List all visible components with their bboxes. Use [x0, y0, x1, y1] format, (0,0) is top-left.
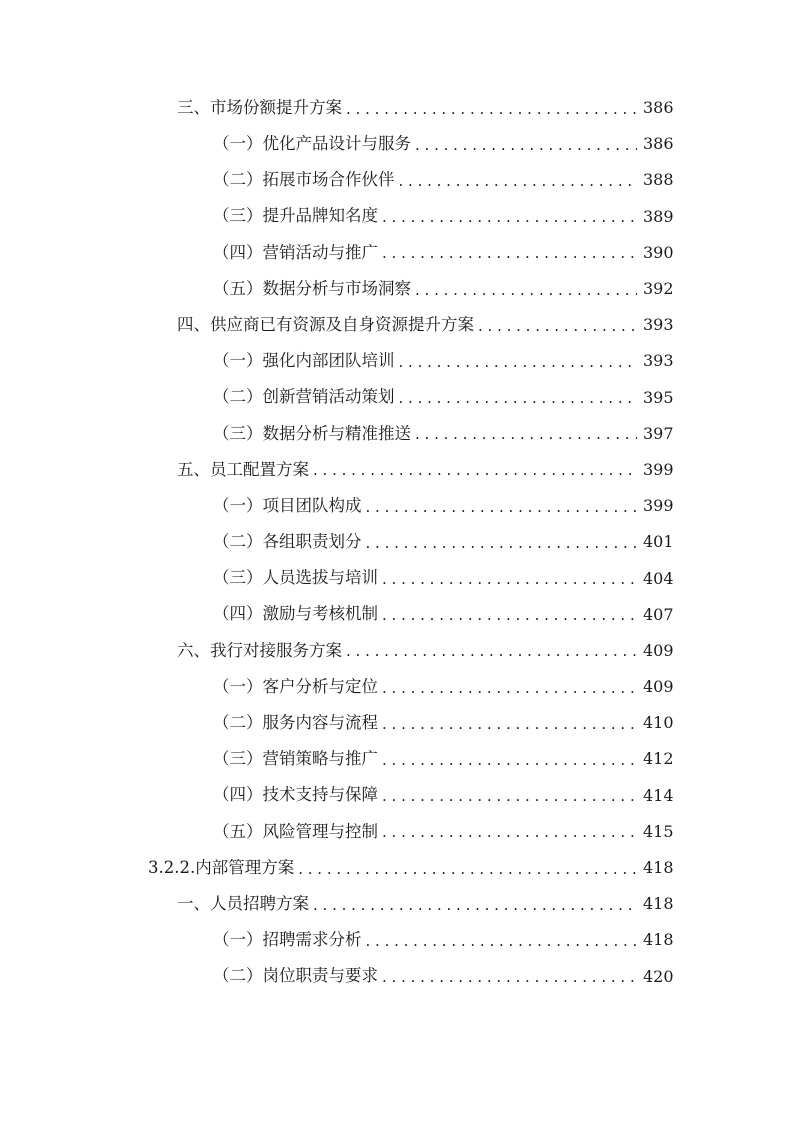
toc-entry-title: （一）招聘需求分析	[213, 930, 362, 950]
dot-leader	[415, 281, 637, 298]
toc-entry-page-number: 418	[643, 930, 674, 950]
dot-leader	[382, 823, 637, 840]
toc-entry-page-number: 404	[643, 568, 674, 588]
toc-entry-page-number: 420	[643, 966, 674, 986]
toc-entry-page-number: 388	[643, 170, 674, 190]
toc-entry-title: （二）岗位职责与要求	[213, 966, 378, 986]
toc-entry-page-number: 399	[643, 496, 674, 516]
dot-leader	[399, 172, 638, 189]
toc-entry[interactable]	[0, 597, 793, 633]
toc-entry-page-number: 386	[643, 98, 674, 118]
dot-leader	[382, 787, 637, 804]
toc-entry[interactable]	[0, 343, 793, 379]
toc-entry-title: （一）客户分析与定位	[213, 676, 378, 696]
dot-leader	[478, 317, 637, 334]
toc-entry[interactable]	[0, 524, 793, 560]
toc-entry[interactable]	[0, 162, 793, 198]
dot-leader	[346, 100, 637, 117]
dot-leader	[298, 860, 637, 877]
toc-entry-title: （二）拓展市场合作伙伴	[213, 170, 395, 190]
toc-entry-title: （四）营销活动与推广	[213, 242, 378, 262]
toc-entry-title: 3.2.2.内部管理方案	[148, 857, 295, 877]
toc-entry-title: （二）服务内容与流程	[213, 713, 378, 733]
toc-entry-title: （二）各组职责划分	[213, 532, 362, 552]
toc-entry[interactable]	[0, 741, 793, 777]
toc-entry-page-number: 386	[643, 134, 674, 154]
toc-entry-page-number: 407	[643, 604, 674, 624]
toc-entry[interactable]	[0, 669, 793, 705]
toc-entry-title: （三）人员选拔与培训	[213, 568, 378, 588]
toc-entry-title: （五）数据分析与市场洞察	[213, 278, 411, 298]
toc-entry-page-number: 393	[643, 315, 674, 335]
toc-entry-title: （一）优化产品设计与服务	[213, 134, 411, 154]
dot-leader	[415, 425, 637, 442]
toc-entry-title: （四）激励与考核机制	[213, 604, 378, 624]
dot-leader	[366, 498, 638, 515]
toc-entry-title: 六、我行对接服务方案	[177, 640, 342, 660]
toc-entry-title: 一、人员招聘方案	[177, 893, 309, 913]
toc-entry-page-number: 401	[643, 532, 674, 552]
toc-entry-title: 三、市场份额提升方案	[177, 97, 342, 117]
toc-entry-page-number: 395	[643, 387, 674, 407]
toc-entry[interactable]	[0, 560, 793, 596]
toc-entry[interactable]	[0, 633, 793, 669]
toc-entry[interactable]	[0, 416, 793, 452]
toc-entry-page-number: 412	[643, 749, 674, 769]
toc-entry-title: （五）风险管理与控制	[213, 821, 378, 841]
toc-entry-title: （三）营销策略与推广	[213, 749, 378, 769]
dot-leader	[399, 353, 638, 370]
toc-entry[interactable]	[0, 235, 793, 271]
toc-entry-page-number: 389	[643, 206, 674, 226]
toc-entry[interactable]	[0, 778, 793, 814]
toc-entry-page-number: 399	[643, 459, 674, 479]
dot-leader	[382, 751, 637, 768]
dot-leader	[382, 244, 637, 261]
toc-entry[interactable]	[0, 452, 793, 488]
toc-entry-page-number: 409	[643, 640, 674, 660]
toc-entry-page-number: 392	[643, 279, 674, 299]
dot-leader	[382, 606, 637, 623]
toc-entry[interactable]	[0, 271, 793, 307]
toc-entry-page-number: 414	[643, 785, 674, 805]
dot-leader	[382, 208, 637, 225]
toc-entry[interactable]	[0, 199, 793, 235]
toc-entry-title: （二）创新营销活动策划	[213, 387, 395, 407]
dot-leader	[346, 642, 637, 659]
toc-entry[interactable]	[0, 90, 793, 126]
dot-leader	[382, 570, 637, 587]
toc-entry-page-number: 390	[643, 242, 674, 262]
toc-entry-page-number: 418	[643, 894, 674, 914]
toc-entry-page-number: 393	[643, 351, 674, 371]
toc-entry[interactable]	[0, 126, 793, 162]
dot-leader	[382, 679, 637, 696]
dot-leader	[313, 896, 637, 913]
toc-entry-page-number: 409	[643, 677, 674, 697]
toc-entry-title: 五、员工配置方案	[177, 459, 309, 479]
toc-entry-title: （四）技术支持与保障	[213, 785, 378, 805]
dot-leader	[382, 968, 637, 985]
toc-entry-title: （一）项目团队构成	[213, 495, 362, 515]
dot-leader	[313, 461, 637, 478]
toc-entry[interactable]	[0, 380, 793, 416]
toc-entry[interactable]	[0, 959, 793, 995]
toc-entry[interactable]	[0, 886, 793, 922]
toc-entry-page-number: 415	[643, 821, 674, 841]
toc-entry-title: 四、供应商已有资源及自身资源提升方案	[177, 314, 474, 334]
toc-entry[interactable]	[0, 814, 793, 850]
toc-entry[interactable]	[0, 705, 793, 741]
dot-leader	[415, 136, 637, 153]
toc-entry[interactable]	[0, 922, 793, 958]
toc-entry-page-number: 397	[643, 423, 674, 443]
dot-leader	[399, 389, 638, 406]
table-of-contents	[0, 90, 793, 995]
toc-entry[interactable]	[0, 488, 793, 524]
toc-entry-page-number: 418	[643, 858, 674, 878]
toc-entry[interactable]	[0, 850, 793, 886]
toc-entry[interactable]	[0, 307, 793, 343]
toc-entry-title: （三）数据分析与精准推送	[213, 423, 411, 443]
dot-leader	[382, 715, 637, 732]
dot-leader	[366, 534, 638, 551]
dot-leader	[366, 932, 638, 949]
toc-entry-title: （三）提升品牌知名度	[213, 206, 378, 226]
toc-entry-title: （一）强化内部团队培训	[213, 351, 395, 371]
toc-entry-page-number: 410	[643, 713, 674, 733]
